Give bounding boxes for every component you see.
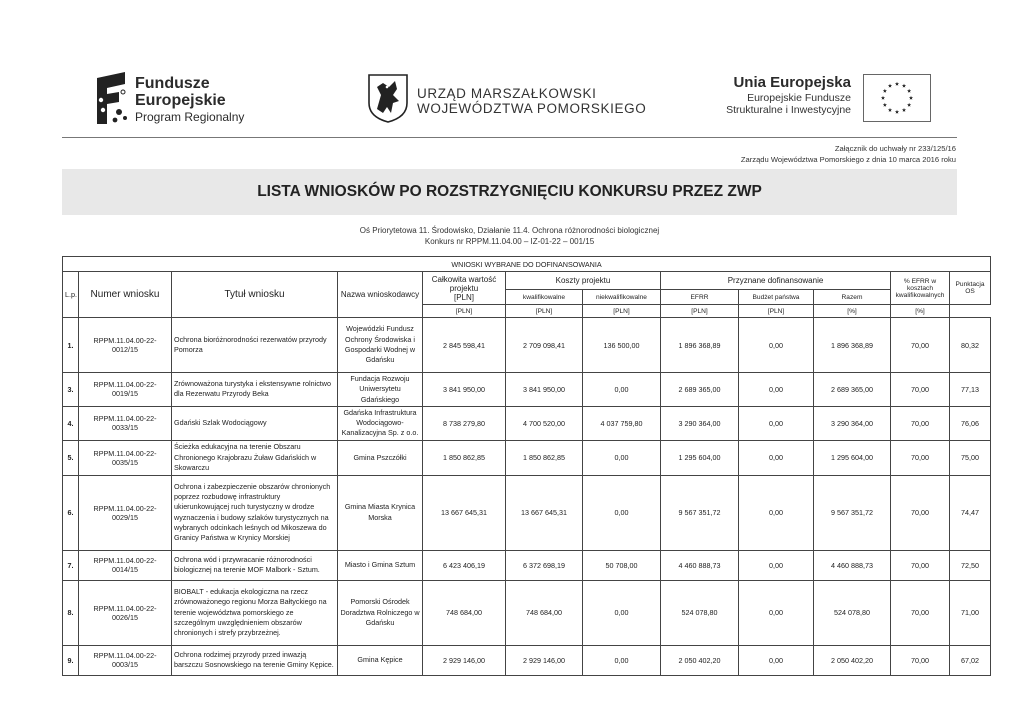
cell-lp: 8.	[63, 580, 79, 645]
pomeranian-griffin-crest-icon	[367, 73, 409, 123]
cell-efrr: 4 460 888,73	[661, 550, 739, 580]
header-total	[423, 272, 506, 305]
cell-eligible: 3 841 950,00	[506, 373, 583, 407]
eu-star-icon	[902, 108, 906, 112]
cell-budget: 0,00	[739, 550, 814, 580]
cell-total: 13 667 645,31	[423, 475, 506, 550]
cell-lp: 5.	[63, 440, 79, 475]
cell-lp: 1.	[63, 318, 79, 373]
cell-score: 71,00	[950, 580, 991, 645]
contest-info	[62, 225, 957, 247]
ue-logo-line2: Europejskie Fundusze	[747, 92, 851, 104]
eu-flag-icon	[863, 74, 931, 122]
table-row	[63, 406, 991, 440]
cell-pct: 70,00	[891, 373, 950, 407]
cell-eligible: 748 684,00	[506, 580, 583, 645]
header-score: Punktacja OS	[950, 272, 991, 305]
table-row	[63, 318, 991, 373]
cell-efrr: 1 295 604,00	[661, 440, 739, 475]
cell-total: 2 845 598,41	[423, 318, 506, 373]
cell-applicant: Pomorski Ośrodek Doradztwa Rolniczego w Gdańsku	[338, 580, 423, 645]
applications-table	[62, 256, 991, 676]
cell-ineligible: 0,00	[583, 475, 661, 550]
cell-applicant: Fundacja Rozwoju Uniwersytetu Gdańskiego	[338, 373, 423, 407]
cell-number: RPPM.11.04.00-22-0029/15	[79, 475, 172, 550]
logo-header	[95, 70, 945, 130]
header-number: Numer wniosku	[79, 272, 172, 318]
eu-star-icon	[895, 82, 899, 86]
attachment-line2: Zarządu Województwa Pomorskiego z dnia 10 marca 2016 roku	[740, 155, 956, 164]
cell-applicant: Gmina Miasta Krynica Morska	[338, 475, 423, 550]
title-band	[62, 169, 957, 215]
cell-total: 2 929 146,00	[423, 645, 506, 675]
cell-number: RPPM.11.04.00-22-0014/15	[79, 550, 172, 580]
cell-pct: 70,00	[891, 580, 950, 645]
cell-eligible: 2 929 146,00	[506, 645, 583, 675]
cell-pct: 70,00	[891, 645, 950, 675]
cell-pct: 70,00	[891, 318, 950, 373]
cell-ineligible: 0,00	[583, 645, 661, 675]
cell-number: RPPM.11.04.00-22-0035/15	[79, 440, 172, 475]
cell-total: 6 423 406,19	[423, 550, 506, 580]
cell-ineligible: 50 708,00	[583, 550, 661, 580]
cell-efrr: 9 567 351,72	[661, 475, 739, 550]
cell-applicant: Miasto i Gmina Sztum	[338, 550, 423, 580]
cell-sum: 1 295 604,00	[814, 440, 891, 475]
header-divider	[62, 137, 957, 138]
cell-budget: 0,00	[739, 580, 814, 645]
unit-pct: [%]	[814, 305, 891, 318]
attachment-note	[741, 143, 956, 165]
table-row	[63, 645, 991, 675]
cell-score: 77,13	[950, 373, 991, 407]
cell-lp: 3.	[63, 373, 79, 407]
fe-logo-line2: Europejskie	[135, 92, 226, 109]
cell-budget: 0,00	[739, 645, 814, 675]
cell-eligible: 1 850 862,85	[506, 440, 583, 475]
cell-title: Zrównoważona turystyka i ekstensywne rolnictwo dla Rezerwatu Przyrody Beka	[172, 373, 338, 407]
cell-lp: 9.	[63, 645, 79, 675]
cell-number: RPPM.11.04.00-22-0012/15	[79, 318, 172, 373]
um-logo-line2: WOJEWÓDZTWA POMORSKIEGO	[417, 101, 647, 116]
cell-applicant: Gmina Kępice	[338, 645, 423, 675]
header-funding: Przyznane dofinansowanie	[661, 272, 891, 290]
cell-title: Ochrona wód i przywracanie różnorodności biologicznej na terenie MOF Malbork - Sztum.	[172, 550, 338, 580]
cell-budget: 0,00	[739, 406, 814, 440]
eu-star-icon	[881, 96, 885, 100]
cell-title: Ochrona bioróżnorodności rezerwatów przyrody Pomorza	[172, 318, 338, 373]
cell-efrr: 524 078,80	[661, 580, 739, 645]
cell-budget: 0,00	[739, 440, 814, 475]
cell-score: 80,32	[950, 318, 991, 373]
cell-number: RPPM.11.04.00-22-0033/15	[79, 406, 172, 440]
cell-efrr: 3 290 364,00	[661, 406, 739, 440]
cell-score: 75,00	[950, 440, 991, 475]
cell-title: BIOBALT - edukacja ekologiczna na rzecz zrównoważonego regionu Morza Bałtyckiego na terenie województwa pomorskiego ze szczególnym uwzględnieniem obszarów chronionych i strefy przybrzeżnej.	[172, 580, 338, 645]
fundusze-europejskie-logo	[95, 70, 255, 128]
ue-logo-line1: Unia Europejska	[733, 74, 851, 91]
cell-title: Ochrona rodzimej przyrody przed inwazją barszczu Sosnowskiego na terenie Gminy Kępice.	[172, 645, 338, 675]
eu-star-icon	[907, 103, 911, 107]
eu-star-icon	[888, 108, 892, 112]
table-row	[63, 373, 991, 407]
header-total-label: Całkowita wartość projektu	[431, 274, 497, 293]
unit-budget: [PLN]	[661, 305, 739, 318]
cell-applicant: Gmina Pszczółki	[338, 440, 423, 475]
table-row	[63, 475, 991, 550]
cell-eligible: 6 372 698,19	[506, 550, 583, 580]
table-row	[63, 550, 991, 580]
header-budget: Budżet państwa	[739, 290, 814, 305]
cell-ineligible: 0,00	[583, 373, 661, 407]
cell-score: 67,02	[950, 645, 991, 675]
cell-lp: 7.	[63, 550, 79, 580]
contest-line: Konkurs nr RPPM.11.04.00 – IZ-01-22 – 001/15	[424, 237, 595, 246]
header-total-unit: [PLN]	[453, 292, 474, 302]
cell-ineligible: 0,00	[583, 440, 661, 475]
cell-number: RPPM.11.04.00-22-0019/15	[79, 373, 172, 407]
cell-budget: 0,00	[739, 373, 814, 407]
cell-total: 3 841 950,00	[423, 373, 506, 407]
cell-total: 1 850 862,85	[423, 440, 506, 475]
axis-line: Oś Priorytetowa 11. Środowisko, Działanie 11.4. Ochrona różnorodności biologicznej	[359, 226, 660, 235]
cell-title: Ścieżka edukacyjna na terenie Obszaru Chronionego Krajobrazu Żuław Gdańskich w Skowarczu	[172, 440, 338, 475]
cell-title: Gdański Szlak Wodociągowy	[172, 406, 338, 440]
fe-logo-line3: Program Regionalny	[135, 110, 245, 124]
cell-sum: 9 567 351,72	[814, 475, 891, 550]
cell-pct: 70,00	[891, 440, 950, 475]
header-sum: Razem	[814, 290, 891, 305]
ue-logo-line3: Strukturalne i Inwestycyjne	[726, 104, 851, 116]
cell-budget: 0,00	[739, 318, 814, 373]
cell-sum: 4 460 888,73	[814, 550, 891, 580]
cell-number: RPPM.11.04.00-22-0026/15	[79, 580, 172, 645]
cell-score: 72,50	[950, 550, 991, 580]
header-lp: L.p.	[63, 272, 79, 318]
table-row	[63, 580, 991, 645]
cell-total: 748 684,00	[423, 580, 506, 645]
cell-budget: 0,00	[739, 475, 814, 550]
cell-pct: 70,00	[891, 550, 950, 580]
cell-total: 8 738 279,80	[423, 406, 506, 440]
cell-title: Ochrona i zabezpieczenie obszarów chronionych poprzez rozbudowę infrastruktury ukierunkowującej ruch turystyczny w drodze wyznaczenia i budowy szlaków turystycznych na wybranych odcinkach leśnych od Mikoszewa do Granicy Państwa w Krynicy Morskiej	[172, 475, 338, 550]
fe-logo-line1: Fundusze	[135, 75, 210, 92]
eu-star-icon	[883, 89, 887, 93]
cell-ineligible: 0,00	[583, 580, 661, 645]
header-title: Tytuł wniosku	[172, 272, 338, 318]
eu-star-icon	[907, 89, 911, 93]
cell-lp: 4.	[63, 406, 79, 440]
header-ineligible: niekwalifikowalne	[583, 290, 661, 305]
cell-sum: 3 290 364,00	[814, 406, 891, 440]
unia-europejska-logo	[723, 70, 933, 128]
header-applicant: Nazwa wnioskodawcy	[338, 272, 423, 318]
eu-star-icon	[888, 84, 892, 88]
cell-applicant: Wojewódzki Fundusz Ochrony Środowiska i Gospodarki Wodnej w Gdańsku	[338, 318, 423, 373]
cell-applicant: Gdańska Infrastruktura Wodociągowo-Kanalizacyjna Sp. z o.o.	[338, 406, 423, 440]
cell-number: RPPM.11.04.00-22-0003/15	[79, 645, 172, 675]
eu-star-icon	[883, 103, 887, 107]
unit-efrr: [PLN]	[583, 305, 661, 318]
cell-ineligible: 136 500,00	[583, 318, 661, 373]
cell-sum: 2 689 365,00	[814, 373, 891, 407]
cell-sum: 1 896 368,89	[814, 318, 891, 373]
cell-efrr: 2 050 402,20	[661, 645, 739, 675]
unit-ineligible: [PLN]	[506, 305, 583, 318]
cell-sum: 524 078,80	[814, 580, 891, 645]
unit-eligible: [PLN]	[423, 305, 506, 318]
header-pct: % EFRR w kosztach kwalifikowalnych	[891, 272, 950, 305]
cell-pct: 70,00	[891, 406, 950, 440]
eu-star-icon	[895, 110, 899, 114]
cell-eligible: 2 709 098,41	[506, 318, 583, 373]
unit-score: [%]	[891, 305, 950, 318]
eu-star-icon	[909, 96, 913, 100]
document-title: LISTA WNIOSKÓW PO ROZSTRZYGNIĘCIU KONKURSU PRZEZ ZWP	[257, 183, 762, 200]
cell-ineligible: 4 037 759,80	[583, 406, 661, 440]
cell-score: 76,06	[950, 406, 991, 440]
cell-eligible: 13 667 645,31	[506, 475, 583, 550]
cell-score: 74,47	[950, 475, 991, 550]
urzad-marszalkowski-logo	[367, 73, 667, 129]
table-row	[63, 440, 991, 475]
eu-stars-icon	[864, 75, 930, 121]
attachment-line1: Załącznik do uchwały nr 233/125/16	[834, 144, 956, 153]
header-costs: Koszty projektu	[506, 272, 661, 290]
header-efrr: EFRR	[661, 290, 739, 305]
unit-sum: [PLN]	[739, 305, 814, 318]
cell-pct: 70,00	[891, 475, 950, 550]
table-band-title: WNIOSKI WYBRANE DO DOFINANSOWANIA	[63, 257, 991, 272]
cell-eligible: 4 700 520,00	[506, 406, 583, 440]
header-eligible: kwalifikowalne	[506, 290, 583, 305]
eu-star-icon	[902, 84, 906, 88]
cell-efrr: 1 896 368,89	[661, 318, 739, 373]
um-logo-line1: URZĄD MARSZAŁKOWSKI	[417, 86, 597, 101]
cell-sum: 2 050 402,20	[814, 645, 891, 675]
cell-lp: 6.	[63, 475, 79, 550]
fundusze-europejskie-emblem-icon	[95, 70, 131, 126]
cell-efrr: 2 689 365,00	[661, 373, 739, 407]
